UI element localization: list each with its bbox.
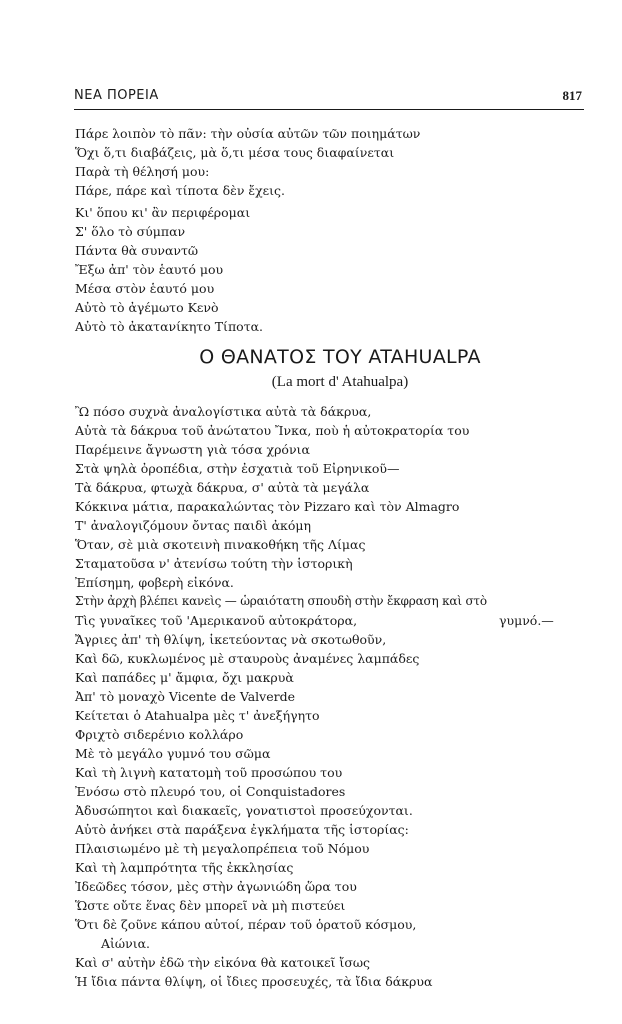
poem-line: Ὢ πόσο συχνὰ ἀναλογίστικα αὐτὰ τὰ δάκρυα, <box>75 404 372 419</box>
poem-line: Ἡ ἴδια πάντα θλίψη, οἱ ἴδιες προσευχές, τὰ ἴδια δάκρυα <box>75 974 433 989</box>
poem-line: Ἐπίσημη, φοβερὴ εἰκόνα. <box>75 575 234 590</box>
poem-line: Αὐτὰ τὰ δάκρυα τοῦ ἀνώτατου Ἴνκα, ποὺ ἡ αὐτοκρατορία του <box>75 423 470 438</box>
poem-line: Ὅχι ὅ,τι διαβάζεις, μὰ ὅ,τι μέσα τους διαφαίνεται <box>75 145 395 160</box>
poem-line: Τ' ἀναλογιζόμουν ὄντας παιδὶ ἀκόμη <box>75 518 311 533</box>
poem-line: Πάρε, πάρε καὶ τίποτα δὲν ἔχεις. <box>75 183 286 198</box>
poem-line: Ἰδεῶδες τόσον, μὲς στὴν ἀγωνιώδη ὥρα του <box>75 879 357 894</box>
poem-line: Κείτεται ὁ Atahualpa μὲς τ' ἀνεξήγητο <box>75 708 320 723</box>
poem-line: Παρὰ τὴ θέλησή μου: <box>75 164 210 179</box>
poem-line: Σταματοῦσα ν' ἀτενίσω τούτη τὴν ἱστορικὴ <box>75 556 353 571</box>
poem-line: Καὶ τὴ λιγνὴ κατατομὴ τοῦ προσώπου του <box>75 765 343 780</box>
poem-line: Πάντα θὰ συναντῶ <box>75 243 199 258</box>
poem-line: Αὐτὸ τὸ ἀκατανίκητο Τίποτα. <box>75 319 264 334</box>
poem-line: Τὰ δάκρυα, φτωχὰ δάκρυα, σ' αὐτὰ τὰ μεγάλα <box>75 480 370 495</box>
poem-line: Ὅτι δὲ ζοῦνε κάπου αὐτοί, πέραν τοῦ ὁρατοῦ κόσμου, <box>75 917 417 932</box>
poem-line: Σ' ὅλο τὸ σύμπαν <box>75 224 186 239</box>
poem-line: Στὴν ἀρχὴ βλέπει κανεὶς — ὡραιότατη σπουδὴ στὴν ἔκφραση καὶ στὸ <box>75 594 487 608</box>
poem-line: Στὰ ψηλὰ ὀροπέδια, στὴν ἐσχατιὰ τοῦ Εἰρηνικοῦ— <box>75 461 400 476</box>
poem-line: Κι' ὅπου κι' ἂν περιφέρομαι <box>75 205 251 220</box>
poem-line: Πάρε λοιπὸν τὸ πᾶν: τὴν οὐσία αὐτῶν τῶν ποιημάτων <box>75 126 421 141</box>
poem-line: Ἐνόσω στὸ πλευρό του, οἱ Conquistadores <box>75 784 346 799</box>
journal-name: ΝΕΑ ΠΟΡΕΙΑ <box>74 88 159 103</box>
poem-line: Αὐτὸ τὸ ἀγέμωτο Κενὸ <box>75 300 219 315</box>
poem-line: Καὶ τὴ λαμπρότητα τῆς ἐκκλησίας <box>75 860 294 875</box>
running-head <box>74 88 584 110</box>
poem-line: Παρέμεινε ἄγνωστη γιὰ τόσα χρόνια <box>75 442 310 457</box>
poem-line: Ὅταν, σὲ μιὰ σκοτεινὴ πινακοθήκη τῆς Λίμας <box>75 537 366 552</box>
poem-stanza-2 <box>75 203 595 336</box>
poem-stanza-4 <box>75 611 595 991</box>
poem-line: Ἄγριες ἀπ' τὴ θλίψη, ἱκετεύοντας νὰ σκοτωθοῦν, <box>75 632 387 647</box>
poem-subtitle: (La mort d' Atahualpa) <box>271 374 409 390</box>
poem-stanza-1 <box>75 124 595 200</box>
poem-line: Καὶ παπάδες μ' ἄμφια, ὄχι μακρυὰ <box>75 670 294 685</box>
poem-line: Αὐτὸ ἀνήκει στὰ παράξενα ἐγκλήματα τῆς ἱστορίας: <box>75 822 409 837</box>
poem-title: Ο ΘΑΝΑΤΟΣ ΤΟΥ ATAHUALPA <box>199 346 481 368</box>
poem-line-continuation: Αἰώνια. <box>101 936 151 951</box>
page-number: 817 <box>562 88 582 103</box>
poem-line: Φριχτὸ σιδερένιο κολλάρο <box>75 727 244 742</box>
header-rule <box>74 109 584 110</box>
poem-line: Μέσα στὸν ἑαυτό μου <box>75 281 215 296</box>
poem-line: Ἔξω ἀπ' τὸν ἑαυτό μου <box>75 262 224 277</box>
poem-line: Καὶ σ' αὐτὴν ἐδῶ τὴν εἰκόνα θὰ κατοικεῖ ἴσως <box>75 955 371 970</box>
poem-line: Καὶ δῶ, κυκλωμένος μὲ σταυροὺς ἀναμένες λαμπάδες <box>75 651 420 666</box>
poem-line: Πλαισιωμένο μὲ τὴ μεγαλοπρέπεια τοῦ Νόμου <box>75 841 370 856</box>
poem-line: Ἀδυσώπητοι καὶ διακαεῖς, γονατιστοὶ προσεύχονται. <box>75 803 413 818</box>
poem-stanza-3 <box>75 402 595 630</box>
poem-line: Τὶς γυναῖκες τοῦ 'Αμερικανοῦ αὐτοκράτορα, <box>75 613 358 628</box>
poem-line: Ἀπ' τὸ μοναχὸ Vicente de Valverde <box>75 689 296 704</box>
poem-line: Κόκκινα μάτια, παρακαλώντας τὸν Pizzaro καὶ τὸν Almagro <box>75 499 460 514</box>
poem-line-continuation: γυμνό.— <box>499 613 554 628</box>
poem-line: Μὲ τὸ μεγάλο γυμνό του σῶμα <box>75 746 271 761</box>
poem-line: Ὥστε οὔτε ἕνας δὲν μπορεῖ νὰ μὴ πιστεύει <box>75 898 346 913</box>
